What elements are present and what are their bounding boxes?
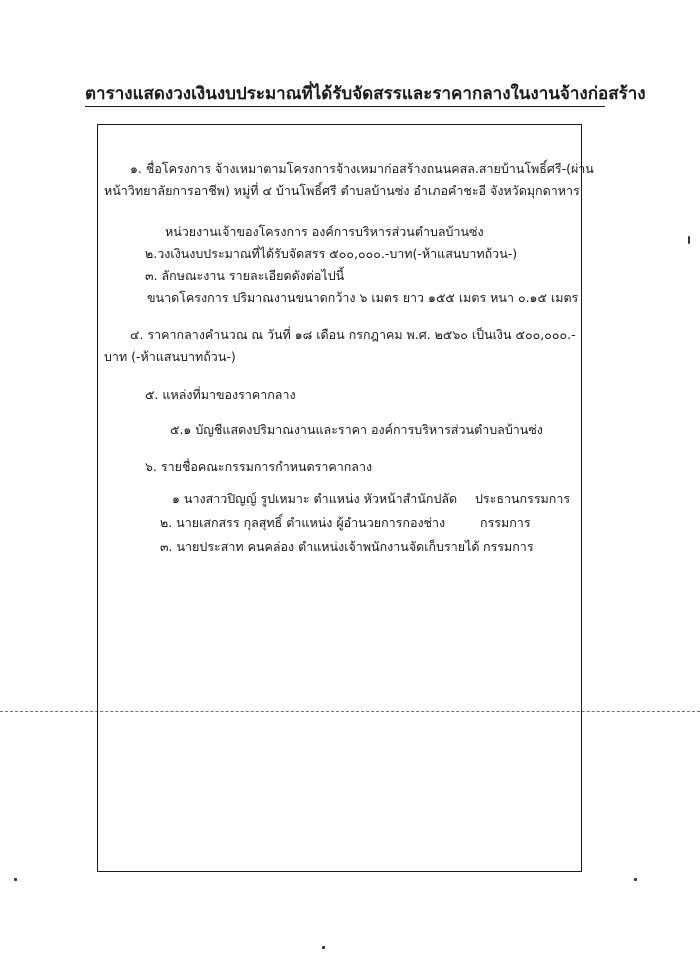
item3-line2: ขนาดโครงการ ปริมาณงานขนาดกว้าง ๖ เมตร ยาว ๑๕๕ เมตร หนา ๐.๑๕ เมตร [147, 290, 579, 305]
scan-artifact-line [0, 711, 700, 712]
item5-line1: ๕. แหล่งที่มาของราคากลาง [145, 387, 296, 402]
member-2-role: กรรมการ [480, 515, 531, 530]
scan-speck [688, 236, 690, 244]
scan-speck [322, 946, 325, 949]
member-1: ๑ นางสาวปิญญ์ รูปเหมาะ ตำแหน่ง หัวหน้าสำนักปลัด [172, 491, 458, 506]
item1-line1: ๑. ชื่อโครงการ จ้างเหมาตามโครงการจ้างเหมาก่อสร้างถนนคสล.สายบ้านโพธิ์ศรี-(ผ่าน [130, 161, 594, 176]
item5-sub1: ๕.๑ บัญชีแสดงปริมาณงานและราคา องค์การบริหารส่วนตำบลบ้านซ่ง [170, 422, 543, 437]
agency-line: หน่วยงานเจ้าของโครงการ องค์การบริหารส่วนตำบลบ้านซ่ง [165, 224, 484, 239]
member-3-role: กรรมการ [483, 539, 534, 554]
item1-line2: หน้าวิทยาลัยการอาชีพ) หมู่ที่ ๔ บ้านโพธิ์ศรี ตำบลบ้านซ่ง อำเภอคำชะอี จังหวัดมุกดาหาร [104, 183, 580, 198]
item4-line1: ๔. ราคากลางคำนวณ ณ วันที่ ๑๘ เดือน กรกฎาคม พ.ศ. ๒๕๖๐ เป็นเงิน ๕๐๐,๐๐๐.- [130, 327, 576, 342]
item4-line2: บาท (-ห้าแสนบาทถ้วน-) [104, 349, 236, 364]
document-title: ตารางแสดงวงเงินงบประมาณที่ได้รับจัดสรรและราคากลางในงานจ้างก่อสร้าง [85, 84, 605, 107]
member-1-role: ประธานกรรมการ [475, 491, 571, 506]
scan-speck [634, 878, 637, 881]
scan-speck [14, 878, 17, 881]
item6-heading: ๖. รายชื่อคณะกรรมการกำหนดราคากลาง [145, 459, 373, 474]
member-2: ๒. นายเสกสรร กุลสุทธิ์ ตำแหน่ง ผู้อำนวยการกองช่าง [160, 515, 446, 530]
item3-line1: ๓. ลักษณะงาน รายละเอียดดังต่อไปนี้ [145, 268, 345, 283]
item2-budget: ๒.วงเงินงบประมาณที่ได้รับจัดสรร ๕๐๐,๐๐๐.-บาท(-ห้าแสนบาทถ้วน-) [145, 246, 518, 261]
member-3: ๓. นายประสาท คนคล่อง ตำแหน่งเจ้าพนักงานจัดเก็บรายได้ [160, 539, 480, 554]
